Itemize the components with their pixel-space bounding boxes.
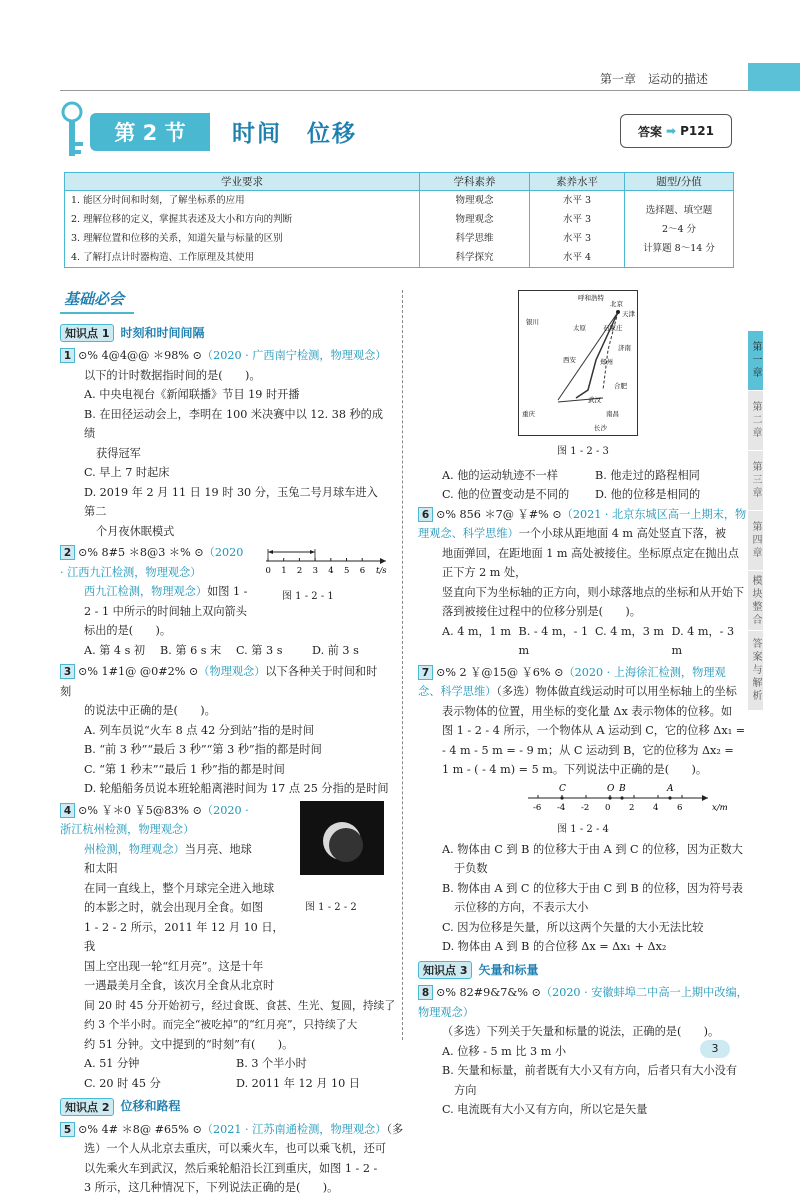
option: C. 早上 7 时起床 bbox=[84, 466, 170, 479]
option: B. 第 6 s 末 bbox=[160, 643, 222, 657]
passage-line: 3 所示，这几种情况下，下列说法正确的是( )。 bbox=[84, 1181, 339, 1194]
question-1 bbox=[60, 346, 388, 541]
option: C. 因为位移是矢量，所以这两个矢量的大小无法比较 bbox=[442, 920, 704, 934]
kp-title: 矢量和标量 bbox=[478, 962, 539, 977]
running-header bbox=[600, 70, 720, 87]
answer-label: 答案 bbox=[638, 124, 663, 139]
tab-chapter-1[interactable]: 第一章 bbox=[748, 330, 763, 390]
literacy-cell: 科学探究 bbox=[420, 248, 530, 268]
passage-line: （多选）物体做直线运动时可以用坐标轴上的坐标 bbox=[496, 685, 737, 698]
axis-unit: t/s bbox=[376, 566, 387, 576]
question-code: ⊙% 4@4@@ ＊98% ⊙ bbox=[78, 349, 202, 362]
question-source: （物理观念） bbox=[198, 665, 266, 678]
tab-answers[interactable]: 答案与解析 bbox=[748, 630, 763, 710]
city-label: 郑州 bbox=[600, 358, 613, 366]
question-stem: 以下的计时数据指时间的是( )。 bbox=[84, 368, 261, 382]
option: D. 物体由 A 到 B 的合位移 Δx = Δx₁ + Δx₂ bbox=[442, 940, 667, 953]
city-label: 呼和浩特 bbox=[578, 294, 604, 302]
req-cell: 2. 理解位移的定义，掌握其表述及大小和方向的判断 bbox=[65, 210, 420, 229]
option: B. 他走过的路程相同 bbox=[595, 468, 700, 482]
passage-line: 一个小球从距地面 4 m 高处竖直下落，被 bbox=[518, 527, 727, 540]
question-number: 4 bbox=[60, 803, 75, 818]
passage-line: - 4 m - 5 m = - 9 m；从 C 运动到 B，它的位移为 Δx₂ = bbox=[442, 743, 734, 757]
option-cont: 获得冠军 bbox=[96, 446, 141, 460]
knowledge-point-2 bbox=[60, 1097, 388, 1117]
option: B. 在田径运动会上，李明在 100 米决赛中以 12. 38 秒的成绩 bbox=[84, 407, 384, 440]
passage-line: 一遇最美月全食，该次月全食从北京时 bbox=[84, 979, 275, 992]
city-label: 重庆 bbox=[522, 410, 535, 418]
header-title: 运动的描述 bbox=[648, 72, 709, 86]
type-cell bbox=[625, 191, 734, 268]
level-cell: 水平 4 bbox=[530, 248, 625, 268]
question-number: 6 bbox=[418, 507, 433, 522]
question-3 bbox=[60, 662, 388, 799]
option: C. 第 3 s bbox=[236, 643, 283, 657]
figure-caption: 图 1 - 2 - 4 bbox=[557, 824, 609, 835]
passage-line: 约 51 分钟。文中提到的“时刻”有( )。 bbox=[84, 1037, 294, 1051]
city-label: 太原 bbox=[573, 324, 586, 332]
knowledge-point-1 bbox=[60, 324, 388, 344]
question-source-cont: 州检测，物理观念） bbox=[84, 842, 185, 856]
question-4 bbox=[60, 801, 396, 1094]
kp-title: 时刻和时间间隔 bbox=[120, 325, 205, 340]
axis-tick-label: 4 bbox=[328, 566, 334, 576]
figure-caption: 图 1 - 2 - 3 bbox=[557, 446, 609, 457]
option: D. 他的位移是相同的 bbox=[595, 488, 701, 501]
axis-tick-label: 3 bbox=[312, 566, 319, 576]
th-type: 题型/分值 bbox=[625, 173, 734, 191]
right-column bbox=[418, 290, 748, 1122]
option: B. - 4 m，- 1 m bbox=[518, 624, 589, 657]
question-8 bbox=[418, 983, 748, 1120]
header-tab-block bbox=[748, 63, 800, 91]
th-req: 学业要求 bbox=[65, 173, 420, 191]
passage-line: 竖直向下为坐标轴的正方向，则小球落地点的坐标和从开始下 bbox=[442, 585, 745, 599]
axis-point-label: B bbox=[619, 783, 626, 794]
type-line: 2～4 分 bbox=[661, 223, 697, 235]
china-route-map bbox=[518, 290, 638, 436]
axis-tick-label: 6 bbox=[359, 566, 366, 576]
option: B. 3 个半小时 bbox=[236, 1057, 307, 1070]
axis-tick-label: 6 bbox=[677, 802, 683, 813]
arrow-right-icon: ➡ bbox=[666, 124, 677, 138]
kp-tag: 知识点 3 bbox=[418, 961, 472, 979]
table-row bbox=[65, 191, 734, 211]
literacy-cell: 科学思维 bbox=[420, 229, 530, 248]
level-cell: 水平 3 bbox=[530, 229, 625, 248]
passage-line: 1 - 2 - 2 所示，2011 年 12 月 10 日，我 bbox=[84, 920, 284, 953]
city-label: 南昌 bbox=[606, 410, 619, 418]
option: A. 中央电视台《新闻联播》节目 19 时开播 bbox=[84, 388, 300, 401]
req-cell: 1. 能区分时间和时刻，了解坐标系的应用 bbox=[65, 191, 420, 211]
passage-line: 当月亮、地球和太阳 bbox=[84, 842, 252, 875]
question-source: （2020 · 江西九江检测，物理观念） bbox=[60, 546, 244, 579]
option: A. 他的运动轨迹不一样 bbox=[442, 468, 558, 482]
section-title: 时间 位移 bbox=[232, 121, 357, 147]
passage-line: 的本影之时，就会出现月全食。如图 bbox=[84, 901, 264, 914]
question-source: （2021 · 江苏南通检测，物理观念） bbox=[201, 1122, 387, 1136]
city-label: 银川 bbox=[526, 318, 539, 326]
question-number: 8 bbox=[418, 985, 433, 1000]
question-stem: 以下各种关于时间和时刻 bbox=[60, 665, 378, 698]
req-cell: 3. 理解位置和位移的关系，知道矢量与标量的区别 bbox=[65, 229, 420, 248]
option-cont: 示位移的方向，不表示大小 bbox=[454, 901, 589, 914]
axis-point bbox=[560, 796, 563, 799]
knowledge-point-3 bbox=[418, 961, 748, 981]
option: C. “第 1 秒末”“最后 1 秒”指的都是时间 bbox=[84, 762, 285, 776]
column-divider bbox=[402, 290, 403, 1040]
header-chapter: 第一章 bbox=[600, 72, 637, 86]
passage-line: 约 3 个半小时。而完全“被吃掉”的“红月亮”，只持续了大 bbox=[84, 1018, 358, 1031]
question-number: 5 bbox=[60, 1122, 75, 1137]
literacy-cell: 物理观念 bbox=[420, 210, 530, 229]
question-6 bbox=[418, 505, 748, 661]
passage-line: 间 20 时 45 分开始初亏，经过食既、食甚、生光、复圆，持续了 bbox=[84, 998, 396, 1012]
axis-point-label: O bbox=[607, 783, 615, 794]
passage-line: 地面弹回，在距地面 1 m 高处被接住。坐标原点定在抛出点正下方 2 m 处， bbox=[442, 546, 739, 579]
question-stem: 如图 1 - bbox=[207, 585, 248, 598]
passage-line: 以先乘火车到武汉，然后乘轮船沿长江到重庆，如图 1 - 2 - bbox=[84, 1161, 378, 1175]
question-code: ⊙% 2 ￥@15@ ￥6% ⊙ bbox=[436, 665, 564, 679]
question-stem: 2 - 1 中所示的时间轴上双向箭头 bbox=[84, 604, 247, 618]
chapter-tabs bbox=[748, 330, 800, 710]
th-literacy: 学科素养 bbox=[420, 173, 530, 191]
tab-chapter-3[interactable]: 第三章 bbox=[748, 450, 763, 510]
figure-caption: 图 1 - 2 - 1 bbox=[282, 591, 334, 602]
option: C. 20 时 45 分 bbox=[84, 1076, 161, 1090]
passage-line: 选）一个人从北京去重庆，可以乘火车，也可以乘飞机，还可 bbox=[84, 1142, 387, 1155]
question-5 bbox=[60, 1120, 404, 1198]
city-label: 北京 bbox=[610, 300, 623, 308]
axis-point bbox=[620, 796, 623, 799]
option: B. 物体由 A 到 C 的位移大于由 C 到 B 的位移，因为符号表 bbox=[442, 881, 743, 895]
axis-tick-label: 0 bbox=[265, 566, 271, 576]
question-source: （2021 · 北京东城区高一上期末，物理观念、科学思维） bbox=[418, 507, 747, 540]
position-axis-figure bbox=[418, 780, 748, 814]
question-code: ⊙% ￥＊0 ￥5@83% ⊙ bbox=[78, 803, 202, 817]
option-cont: 于负数 bbox=[454, 862, 488, 875]
time-axis-figure bbox=[262, 545, 390, 581]
question-source-cont: 西九江检测，物理观念） bbox=[84, 585, 208, 598]
option-cont: 个月夜休眠模式 bbox=[96, 524, 175, 538]
tab-chapter-2[interactable]: 第二章 bbox=[748, 390, 763, 450]
question-stem: 的说法中正确的是( )。 bbox=[84, 704, 216, 717]
question-number: 3 bbox=[60, 664, 75, 679]
axis-tick-label: 4 bbox=[653, 802, 659, 813]
question-source: （2020 · 安徽蚌埠二中高一上期中改编，物理观念） bbox=[418, 986, 748, 1019]
city-label: 长沙 bbox=[594, 424, 607, 432]
type-line: 选择题、填空题 bbox=[645, 204, 713, 216]
base-title: 基础必会 bbox=[60, 290, 134, 314]
city-label: 武汉 bbox=[588, 396, 601, 404]
option: D. 2019 年 2 月 11 日 19 时 30 分，玉兔二号月球车进入第二 bbox=[84, 485, 378, 518]
section-label: 第 2 节 bbox=[90, 113, 210, 151]
literacy-cell: 物理观念 bbox=[420, 191, 530, 211]
requirements-table bbox=[64, 172, 734, 268]
question-number: 7 bbox=[418, 665, 433, 680]
option: D. 前 3 s bbox=[312, 643, 359, 657]
tab-chapter-4[interactable]: 第四章 bbox=[748, 510, 763, 570]
option: C. 4 m，3 m bbox=[595, 624, 665, 638]
question-code: ⊙% 856 ＊7@ ￥#% ⊙ bbox=[436, 507, 562, 521]
question-2 bbox=[60, 543, 388, 660]
passage-line: 图 1 - 2 - 4 所示，一个物体从 A 运动到 C，它的位移 Δx₁ = bbox=[442, 724, 746, 737]
option: B. 矢量和标量，前者既有大小又有方向，后者只有大小没有 bbox=[442, 1064, 738, 1077]
axis-point-label: C bbox=[559, 783, 566, 794]
question-code: ⊙% 1#1@ @0#2% ⊙ bbox=[78, 665, 199, 678]
city-label: 合肥 bbox=[614, 382, 627, 390]
question-stem: 标出的是( )。 bbox=[84, 624, 172, 637]
passage-line: 在同一直线上，整个月球完全进入地球 bbox=[84, 881, 275, 895]
answer-page: P121 bbox=[680, 124, 714, 138]
city-label: 济南 bbox=[618, 344, 631, 352]
question-number: 1 bbox=[60, 348, 75, 363]
page-number: 3 bbox=[700, 1040, 730, 1058]
option: A. 列车员说“火车 8 点 42 分到站”指的是时间 bbox=[84, 723, 315, 737]
option: A. 物体由 C 到 B 的位移大于由 A 到 C 的位移，因为正数大 bbox=[442, 842, 743, 856]
passage-line: 落到被接住过程中的位移分别是( )。 bbox=[442, 605, 641, 618]
option: A. 4 m，1 m bbox=[442, 624, 511, 638]
question-source: （2020 · 上海徐汇检测，物理观念、科学思维） bbox=[418, 665, 726, 698]
option: D. 4 m，- 3 m bbox=[671, 624, 735, 657]
city-label: 石家庄 bbox=[603, 324, 623, 332]
question-7 bbox=[418, 663, 748, 957]
option: D. 2011 年 12 月 10 日 bbox=[236, 1076, 360, 1090]
axis-unit: x/m bbox=[712, 802, 728, 813]
axis-tick-label: -6 bbox=[533, 802, 542, 813]
kp-tag: 知识点 1 bbox=[60, 324, 114, 342]
option: A. 51 分钟 bbox=[84, 1057, 140, 1070]
question-code: ⊙% 82#9&7&% ⊙ bbox=[436, 986, 541, 999]
option: C. 电流既有大小又有方向，所以它是矢量 bbox=[442, 1103, 648, 1116]
axis-tick-label: 2 bbox=[629, 802, 635, 813]
question-source: （2020 · 浙江杭州检测，物理观念） bbox=[60, 803, 249, 836]
city-label: 天津 bbox=[622, 310, 635, 318]
axis-point bbox=[668, 796, 671, 799]
option: B. “前 3 秒”“最后 3 秒”“第 3 秒”指的都是时间 bbox=[84, 743, 322, 756]
axis-tick-label: -4 bbox=[557, 802, 566, 813]
axis-tick-label: 0 bbox=[605, 802, 611, 813]
answer-box bbox=[620, 114, 732, 148]
axis-tick-label: 2 bbox=[296, 566, 303, 576]
level-cell: 水平 3 bbox=[530, 191, 625, 211]
passage-line: 1 m - ( - 4 m) = 5 m。下列说法中正确的是( )。 bbox=[442, 763, 708, 776]
passage-line: 表示物体的位置，用坐标的变化量 Δx 表示物体的位移。如 bbox=[442, 704, 733, 718]
question-source: （2020 · 广西南宁检测，物理观念） bbox=[201, 349, 387, 362]
question-stem: （多 bbox=[386, 1122, 404, 1136]
axis-tick-label: -2 bbox=[581, 802, 590, 813]
axis-tick-label: 5 bbox=[344, 566, 350, 576]
option: A. 位移 - 5 m 比 3 m 小 bbox=[442, 1044, 567, 1058]
table-header-row bbox=[65, 173, 734, 191]
kp-title: 位移和路程 bbox=[120, 1099, 181, 1113]
axis-tick-label: 1 bbox=[281, 566, 287, 576]
option: A. 第 4 s 初 bbox=[84, 643, 146, 657]
axis-point-label: A bbox=[667, 783, 674, 794]
city-label: 西安 bbox=[563, 356, 576, 364]
option: C. 他的位置变动是不同的 bbox=[442, 488, 570, 501]
level-cell: 水平 3 bbox=[530, 210, 625, 229]
question-stem: （多选）下列关于矢量和标量的说法，正确的是( )。 bbox=[442, 1025, 720, 1038]
th-level: 素养水平 bbox=[530, 173, 625, 191]
axis-point bbox=[608, 796, 611, 799]
type-line: 计算题 8～14 分 bbox=[643, 242, 715, 254]
option: D. 轮船船务员说本班轮船离港时间为 17 点 25 分指的是时间 bbox=[84, 782, 389, 795]
question-number: 2 bbox=[60, 545, 75, 560]
question-code: ⊙% 8#5 ＊8@3 ＊% ⊙ bbox=[78, 546, 204, 559]
req-cell: 4. 了解打点计时器构造、工作原理及其使用 bbox=[65, 248, 420, 268]
kp-tag: 知识点 2 bbox=[60, 1098, 114, 1116]
figure-caption: 图 1 - 2 - 2 bbox=[305, 901, 357, 913]
left-column bbox=[60, 290, 404, 1200]
lunar-eclipse-image bbox=[300, 801, 384, 875]
header-rule bbox=[60, 90, 750, 91]
passage-line: 国上空出现一轮“红月亮”。这是十年 bbox=[84, 959, 264, 973]
tab-module[interactable]: 模块整合 bbox=[748, 570, 763, 630]
option-cont: 方向 bbox=[454, 1083, 477, 1097]
question-code: ⊙% 4# ＊8@ #65% ⊙ bbox=[78, 1122, 202, 1136]
map-figure bbox=[418, 290, 748, 440]
